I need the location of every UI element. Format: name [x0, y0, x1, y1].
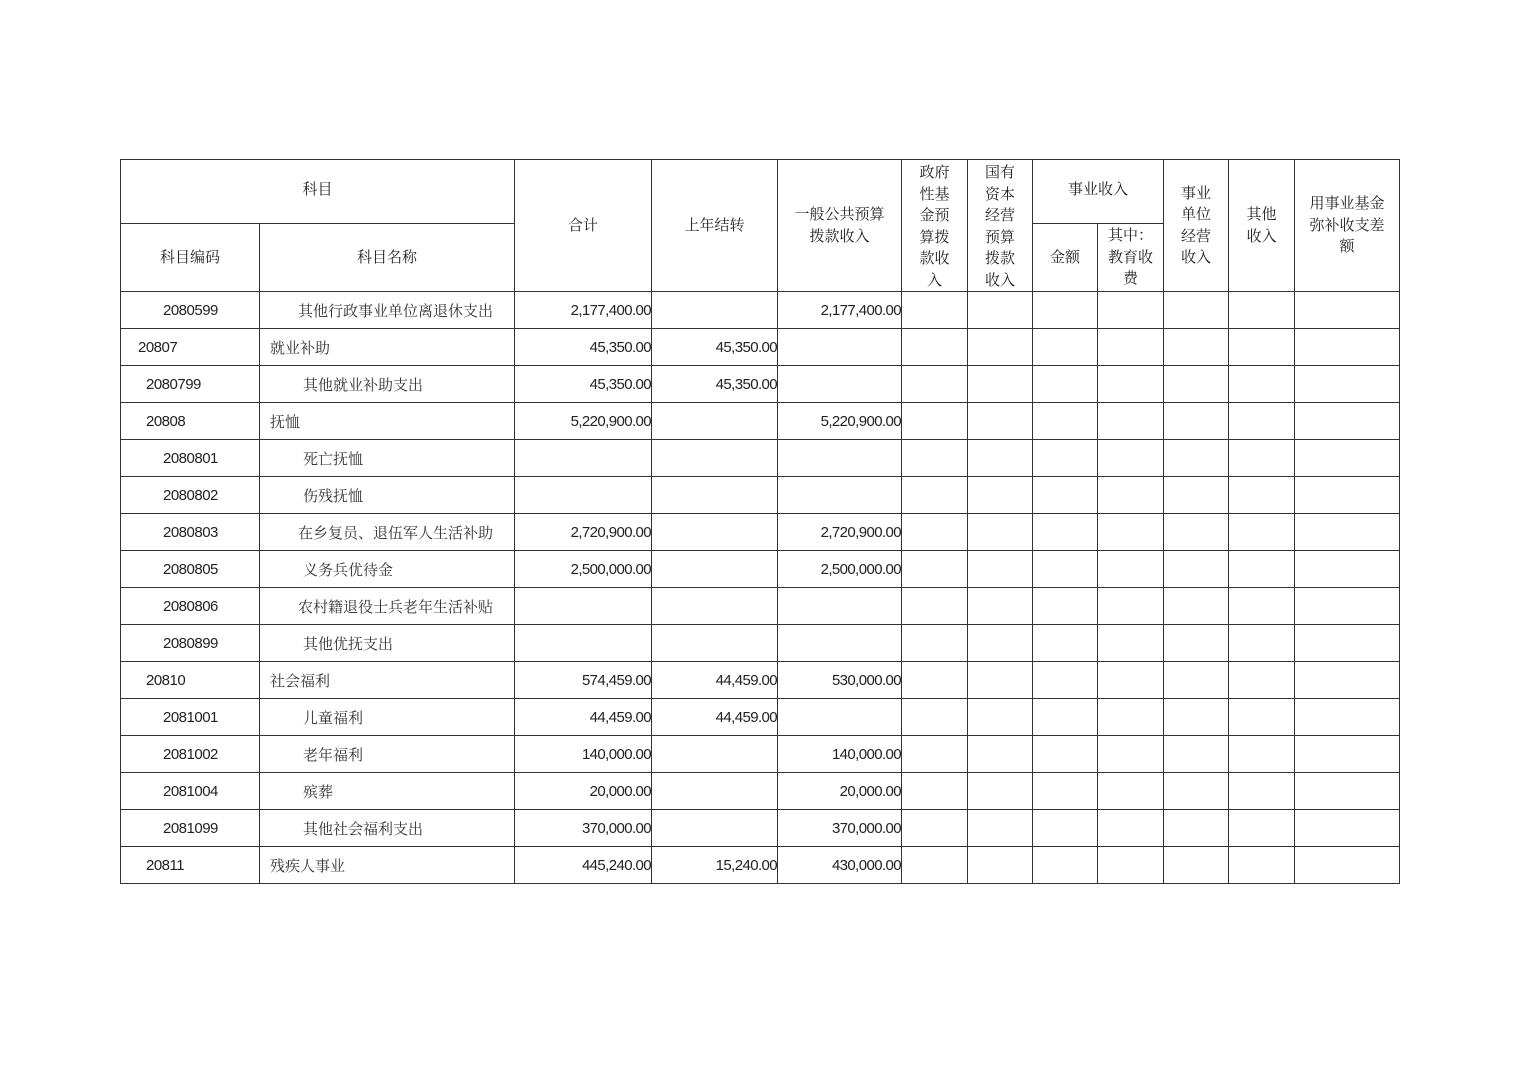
- general-budget-cell: 2,177,400.00: [778, 292, 902, 329]
- general-budget-cell: 530,000.00: [778, 662, 902, 699]
- general-budget-cell: [778, 440, 902, 477]
- total-cell: 20,000.00: [515, 773, 652, 810]
- total-cell: [515, 625, 652, 662]
- general-budget-cell: 370,000.00: [778, 810, 902, 847]
- subject-code-cell: 20808: [121, 403, 260, 440]
- header-fund-offset: 用事业基金弥补收支差额: [1295, 160, 1400, 292]
- subject-code-cell: 2080801: [121, 440, 260, 477]
- table-row: [121, 810, 1400, 847]
- carryover-cell: [652, 773, 778, 810]
- subject-name-cell: 死亡抚恤: [260, 440, 515, 477]
- total-cell: 45,350.00: [515, 366, 652, 403]
- subject-code-cell: 20810: [121, 662, 260, 699]
- subject-name-cell: 殡葬: [260, 773, 515, 810]
- subject-name-cell: 农村籍退役士兵老年生活补贴: [260, 588, 515, 625]
- header-other-income: 其他收入: [1229, 160, 1295, 292]
- carryover-cell: 15,240.00: [652, 847, 778, 884]
- total-cell: 5,220,900.00: [515, 403, 652, 440]
- total-cell: 370,000.00: [515, 810, 652, 847]
- carryover-cell: 44,459.00: [652, 662, 778, 699]
- carryover-cell: [652, 736, 778, 773]
- header-operating-income: 事业单位经营收入: [1164, 160, 1229, 292]
- general-budget-cell: [778, 699, 902, 736]
- table-row: [121, 736, 1400, 773]
- subject-code-cell: 2080802: [121, 477, 260, 514]
- general-budget-cell: [778, 625, 902, 662]
- table-row: [121, 403, 1400, 440]
- table-row: [121, 625, 1400, 662]
- carryover-cell: [652, 403, 778, 440]
- total-cell: 2,720,900.00: [515, 514, 652, 551]
- table-body: [121, 292, 1400, 884]
- general-budget-cell: 140,000.00: [778, 736, 902, 773]
- subject-name-cell: 老年福利: [260, 736, 515, 773]
- table-row: [121, 588, 1400, 625]
- total-cell: 140,000.00: [515, 736, 652, 773]
- subject-name-cell: 义务兵优待金: [260, 551, 515, 588]
- header-amount: 金额: [1033, 224, 1098, 292]
- subject-name-cell: 儿童福利: [260, 699, 515, 736]
- subject-name-cell: 社会福利: [260, 662, 515, 699]
- carryover-cell: [652, 588, 778, 625]
- table-row: [121, 551, 1400, 588]
- general-budget-cell: 2,500,000.00: [778, 551, 902, 588]
- subject-name-cell: 其他就业补助支出: [260, 366, 515, 403]
- table-row: [121, 773, 1400, 810]
- subject-code-cell: 2080799: [121, 366, 260, 403]
- budget-table: [120, 159, 1400, 884]
- table-row: [121, 847, 1400, 884]
- general-budget-cell: 2,720,900.00: [778, 514, 902, 551]
- total-cell: 44,459.00: [515, 699, 652, 736]
- header-subject-name: 科目名称: [260, 224, 515, 292]
- subject-code-cell: 2080805: [121, 551, 260, 588]
- carryover-cell: [652, 810, 778, 847]
- subject-code-cell: 2081004: [121, 773, 260, 810]
- subject-name-cell: 伤残抚恤: [260, 477, 515, 514]
- table-row: [121, 440, 1400, 477]
- table-row: [121, 366, 1400, 403]
- carryover-cell: 44,459.00: [652, 699, 778, 736]
- subject-name-cell: 其他优抚支出: [260, 625, 515, 662]
- header-institution-income: 事业收入: [1033, 160, 1164, 224]
- subject-name-cell: 残疾人事业: [260, 847, 515, 884]
- table-row: [121, 662, 1400, 699]
- subject-code-cell: 2081099: [121, 810, 260, 847]
- carryover-cell: [652, 551, 778, 588]
- general-budget-cell: 5,220,900.00: [778, 403, 902, 440]
- header-total: 合计: [515, 160, 652, 292]
- subject-code-cell: 20807: [121, 329, 260, 366]
- subject-code-cell: 2080599: [121, 292, 260, 329]
- total-cell: 2,177,400.00: [515, 292, 652, 329]
- total-cell: [515, 588, 652, 625]
- carryover-cell: [652, 477, 778, 514]
- general-budget-cell: [778, 329, 902, 366]
- carryover-cell: 45,350.00: [652, 366, 778, 403]
- carryover-cell: [652, 292, 778, 329]
- subject-code-cell: 2081002: [121, 736, 260, 773]
- header-subject: 科目: [121, 160, 515, 224]
- total-cell: [515, 477, 652, 514]
- subject-name-cell: 其他行政事业单位离退休支出: [260, 292, 515, 329]
- table-row: [121, 477, 1400, 514]
- carryover-cell: [652, 514, 778, 551]
- general-budget-cell: [778, 477, 902, 514]
- carryover-cell: [652, 625, 778, 662]
- subject-code-cell: 2080806: [121, 588, 260, 625]
- header-state-capital: 国有资本经营预算拨款收入: [968, 160, 1033, 292]
- general-budget-cell: 430,000.00: [778, 847, 902, 884]
- general-budget-cell: [778, 588, 902, 625]
- table-row: [121, 699, 1400, 736]
- subject-name-cell: 其他社会福利支出: [260, 810, 515, 847]
- subject-code-cell: 2080803: [121, 514, 260, 551]
- total-cell: 574,459.00: [515, 662, 652, 699]
- carryover-cell: [652, 440, 778, 477]
- subject-code-cell: 20811: [121, 847, 260, 884]
- total-cell: 445,240.00: [515, 847, 652, 884]
- table-row: [121, 329, 1400, 366]
- table-row: [121, 514, 1400, 551]
- general-budget-cell: [778, 366, 902, 403]
- header-general-budget: 一般公共预算拨款收入: [778, 160, 902, 292]
- header-gov-fund: 政府性基金预算拨款收入: [902, 160, 968, 292]
- header-subject-code: 科目编码: [121, 224, 260, 292]
- table-header: [121, 160, 1400, 292]
- subject-code-cell: 2081001: [121, 699, 260, 736]
- header-carryover: 上年结转: [652, 160, 778, 292]
- subject-name-cell: 在乡复员、退伍军人生活补助: [260, 514, 515, 551]
- total-cell: [515, 440, 652, 477]
- total-cell: 2,500,000.00: [515, 551, 652, 588]
- total-cell: 45,350.00: [515, 329, 652, 366]
- carryover-cell: 45,350.00: [652, 329, 778, 366]
- header-of-which-edu: 其中：教育收费: [1098, 224, 1164, 292]
- subject-name-cell: 抚恤: [260, 403, 515, 440]
- subject-name-cell: 就业补助: [260, 329, 515, 366]
- table-row: [121, 292, 1400, 329]
- general-budget-cell: 20,000.00: [778, 773, 902, 810]
- subject-code-cell: 2080899: [121, 625, 260, 662]
